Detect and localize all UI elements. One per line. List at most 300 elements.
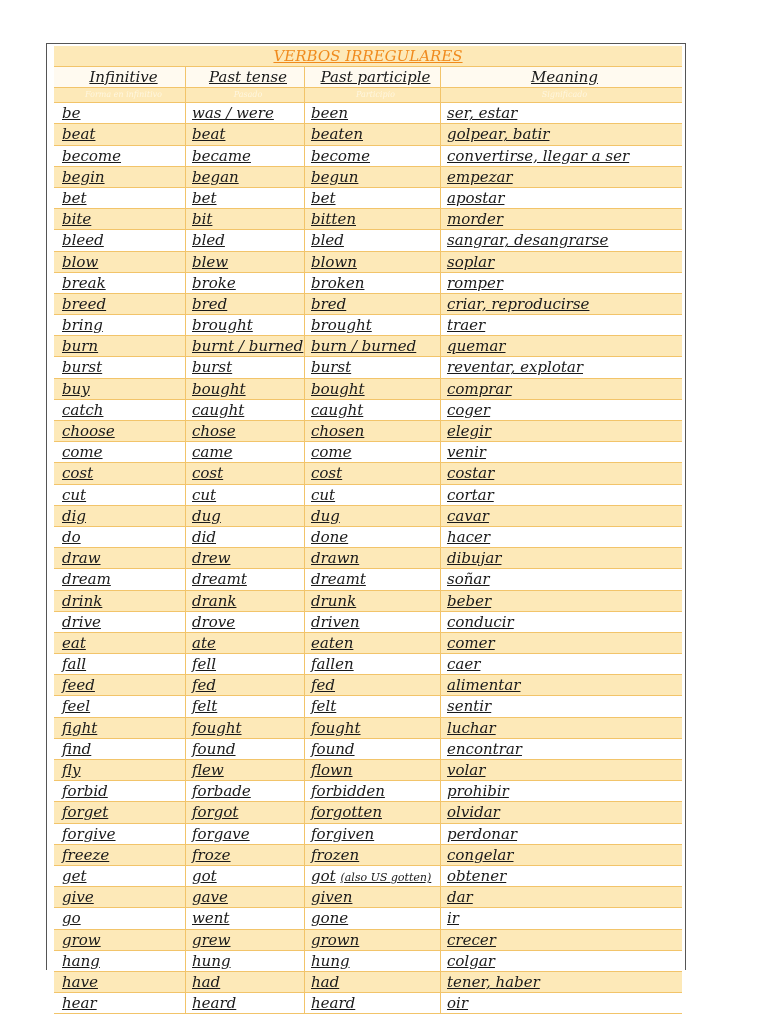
past-participle-text: hung (311, 951, 350, 970)
cell-past-tense (186, 972, 305, 992)
cell-infinitive (54, 675, 186, 695)
cell-meaning (441, 442, 682, 462)
cell-past-participle (305, 993, 441, 1013)
past-participle-text: come (311, 443, 352, 462)
cell-infinitive (54, 781, 186, 801)
cell-past-tense (186, 866, 305, 886)
past-participle-text: cost (311, 464, 343, 483)
subheader-meaning: Significado (541, 90, 588, 100)
document-page (46, 43, 686, 1013)
past-tense-text: felt (192, 697, 218, 716)
cell-past-tense (186, 336, 305, 356)
cell-past-participle (305, 124, 441, 144)
table-row (54, 548, 682, 569)
cell-past-participle (305, 485, 441, 505)
cell-infinitive (54, 930, 186, 950)
past-tense-text: was / were (192, 104, 274, 123)
cell-meaning (441, 972, 682, 992)
table-row (54, 675, 682, 696)
past-tense-text: hung (192, 951, 231, 970)
meaning-text: costar (447, 464, 495, 483)
infinitive-text: choose (62, 422, 115, 440)
cell-meaning (441, 824, 682, 844)
infinitive-text: get (62, 866, 87, 885)
table-row (54, 188, 682, 209)
meaning-text: dar (447, 888, 473, 907)
past-tense-text: went (192, 909, 230, 928)
verb-table (54, 46, 682, 1014)
cell-past-participle (305, 845, 441, 865)
cell-infinitive (54, 951, 186, 971)
meaning-text: comprar (447, 379, 512, 398)
cell-meaning (441, 103, 682, 123)
cell-infinitive (54, 824, 186, 844)
cell-past-tense (186, 696, 305, 716)
cell-past-participle (305, 951, 441, 971)
past-participle-text: bet (311, 188, 336, 207)
past-participle-text: flown (311, 761, 353, 779)
past-participle-text: forgiven (311, 824, 375, 843)
cell-infinitive (54, 167, 186, 187)
cell-past-participle (305, 802, 441, 822)
meaning-text: convertirse, llegar a ser (447, 146, 630, 165)
cell-meaning (441, 993, 682, 1013)
cell-past-participle (305, 442, 441, 462)
past-participle-text: eaten (311, 633, 354, 652)
past-participle-text: found (311, 739, 355, 758)
infinitive-text: breed (62, 294, 107, 313)
meaning-text: criar, reproducirse (447, 294, 590, 313)
meaning-text: obtener (447, 866, 507, 885)
cell-meaning (441, 146, 682, 166)
past-participle-text: burn / burned (311, 337, 417, 356)
cell-infinitive (54, 336, 186, 356)
table-row (54, 930, 682, 951)
meaning-text: encontrar (447, 739, 522, 758)
cell-past-participle (305, 696, 441, 716)
cell-past-tense (186, 167, 305, 187)
cell-past-participle (305, 908, 441, 928)
cell-past-tense (186, 379, 305, 399)
cell-infinitive (54, 845, 186, 865)
infinitive-text: hear (62, 994, 97, 1013)
table-body (54, 103, 682, 1014)
cell-past-tense (186, 802, 305, 822)
infinitive-text: forgive (62, 824, 116, 843)
cell-past-tense (186, 781, 305, 801)
table-row (54, 167, 682, 188)
past-participle-text: driven (311, 612, 360, 631)
table-row (54, 294, 682, 315)
meaning-text: dibujar (447, 549, 502, 568)
cell-infinitive (54, 527, 186, 547)
cell-infinitive (54, 591, 186, 611)
cell-past-tense (186, 273, 305, 293)
past-participle-text: forgotten (311, 803, 382, 822)
meaning-text: volar (447, 761, 486, 779)
infinitive-text: burst (62, 358, 103, 377)
cell-meaning (441, 718, 682, 738)
cell-past-tense (186, 845, 305, 865)
cell-infinitive (54, 400, 186, 420)
cell-meaning (441, 421, 682, 441)
meaning-text: sentir (447, 697, 492, 716)
table-row (54, 654, 682, 675)
infinitive-text: buy (62, 379, 90, 398)
cell-past-participle (305, 760, 441, 780)
infinitive-text: cost (62, 464, 94, 483)
infinitive-text: dig (62, 506, 87, 525)
cell-infinitive (54, 654, 186, 674)
table-row (54, 485, 682, 506)
infinitive-text: bet (62, 188, 87, 207)
table-row (54, 696, 682, 717)
cell-infinitive (54, 315, 186, 335)
table-row (54, 400, 682, 421)
past-tense-text: began (192, 167, 239, 186)
cell-meaning (441, 696, 682, 716)
cell-past-participle (305, 612, 441, 632)
infinitive-text: bite (62, 210, 92, 229)
meaning-text: soplar (447, 252, 495, 271)
cell-infinitive (54, 103, 186, 123)
cell-past-tense (186, 908, 305, 928)
table-row (54, 421, 682, 442)
cell-past-participle (305, 654, 441, 674)
cell-past-tense (186, 188, 305, 208)
meaning-text: elegir (447, 422, 492, 440)
cell-meaning (441, 167, 682, 187)
subheader-past-tense: Pasado (186, 88, 305, 102)
subheader-past-participle: Participio (305, 88, 441, 102)
cell-past-participle (305, 463, 441, 483)
cell-past-tense (186, 760, 305, 780)
infinitive-text: burn (62, 337, 99, 356)
cell-infinitive (54, 273, 186, 293)
past-participle-text: dug (311, 506, 340, 525)
past-tense-text: bought (192, 379, 246, 398)
table-row (54, 972, 682, 993)
cell-infinitive (54, 908, 186, 928)
cell-past-tense (186, 315, 305, 335)
cell-infinitive (54, 612, 186, 632)
cell-past-tense (186, 633, 305, 653)
past-tense-text: forgot (192, 803, 239, 822)
meaning-text: cavar (447, 506, 489, 525)
cell-meaning (441, 400, 682, 420)
table-row (54, 633, 682, 654)
infinitive-text: hang (62, 951, 100, 970)
table-row (54, 739, 682, 760)
past-participle-text: caught (311, 400, 364, 419)
cell-infinitive (54, 379, 186, 399)
cell-infinitive (54, 442, 186, 462)
cell-meaning (441, 294, 682, 314)
header-past-participle: Past participle (305, 67, 441, 87)
meaning-text: romper (447, 273, 504, 292)
meaning-text: tener, haber (447, 972, 540, 991)
cell-past-participle (305, 167, 441, 187)
infinitive-text: beat (62, 125, 96, 144)
cell-meaning (441, 230, 682, 250)
cell-meaning (441, 612, 682, 632)
past-participle-text: frozen (311, 845, 360, 864)
meaning-text: beber (447, 591, 492, 610)
infinitive-text: blow (62, 252, 99, 271)
infinitive-text: bleed (62, 231, 104, 250)
cell-meaning (441, 252, 682, 272)
past-participle-text: fought (311, 718, 361, 737)
cell-past-participle (305, 591, 441, 611)
cell-past-participle (305, 824, 441, 844)
cell-infinitive (54, 802, 186, 822)
meaning-text: ser, estar (447, 104, 518, 123)
past-tense-text: dreamt (192, 570, 247, 589)
infinitive-text: forget (62, 803, 109, 822)
table-row (54, 379, 682, 400)
cell-meaning (441, 930, 682, 950)
past-participle-text: beaten (311, 125, 363, 144)
cell-past-tense (186, 887, 305, 907)
meaning-text: congelar (447, 845, 514, 864)
past-tense-text: drank (192, 591, 237, 610)
past-participle-text: done (311, 527, 349, 546)
cell-meaning (441, 675, 682, 695)
meaning-text: hacer (447, 527, 491, 546)
cell-past-tense (186, 252, 305, 272)
past-tense-text: got (192, 866, 217, 885)
meaning-text: oir (447, 994, 468, 1013)
infinitive-text: cut (62, 485, 87, 504)
table-row (54, 781, 682, 802)
table-row (54, 993, 682, 1014)
past-participle-text: cut (311, 485, 336, 504)
cell-infinitive (54, 696, 186, 716)
cell-meaning (441, 760, 682, 780)
table-row (54, 146, 682, 167)
meaning-text: ir (447, 909, 459, 928)
table-row (54, 209, 682, 230)
cell-past-tense (186, 612, 305, 632)
cell-past-tense (186, 527, 305, 547)
cell-meaning (441, 357, 682, 377)
cell-meaning (441, 527, 682, 547)
cell-meaning (441, 548, 682, 568)
table-row (54, 527, 682, 548)
table-row (54, 908, 682, 929)
meaning-text: venir (447, 443, 486, 462)
header-row (54, 67, 682, 88)
cell-meaning (441, 124, 682, 144)
past-participle-text: bitten (311, 210, 356, 229)
past-participle-text: got (311, 866, 336, 885)
past-tense-text: bred (192, 294, 228, 313)
table-row (54, 230, 682, 251)
past-participle-text: drawn (311, 549, 360, 568)
cell-past-tense (186, 230, 305, 250)
table-row (54, 760, 682, 781)
cell-past-tense (186, 485, 305, 505)
infinitive-text: break (62, 273, 106, 292)
header-infinitive: Infinitive (54, 67, 186, 87)
past-tense-text: forgave (192, 824, 250, 843)
table-row (54, 569, 682, 590)
past-tense-text: cut (192, 485, 217, 504)
past-participle-text: blown (311, 252, 357, 271)
cell-infinitive (54, 146, 186, 166)
meaning-text: morder (447, 210, 504, 229)
table-row (54, 866, 682, 887)
cell-past-tense (186, 993, 305, 1013)
cell-meaning (441, 569, 682, 589)
table-row (54, 591, 682, 612)
cell-past-tense (186, 654, 305, 674)
past-tense-text: drove (192, 612, 236, 631)
cell-meaning (441, 866, 682, 886)
cell-past-participle (305, 103, 441, 123)
infinitive-text: feed (62, 676, 95, 695)
cell-meaning (441, 887, 682, 907)
infinitive-text: eat (62, 633, 86, 652)
infinitive-text: freeze (62, 845, 110, 864)
meaning-text: empezar (447, 167, 513, 186)
cell-past-participle (305, 972, 441, 992)
cell-infinitive (54, 506, 186, 526)
cell-meaning (441, 463, 682, 483)
cell-infinitive (54, 421, 186, 441)
cell-meaning (441, 845, 682, 865)
past-participle-text: had (311, 972, 340, 991)
cell-meaning (441, 188, 682, 208)
past-participle-text: heard (311, 994, 356, 1013)
cell-meaning (441, 739, 682, 759)
cell-infinitive (54, 188, 186, 208)
cell-past-participle (305, 357, 441, 377)
cell-past-tense (186, 146, 305, 166)
infinitive-text: drink (62, 591, 103, 610)
table-row (54, 612, 682, 633)
meaning-text: soñar (447, 570, 490, 589)
meaning-text: traer (447, 316, 486, 335)
cell-past-participle (305, 548, 441, 568)
infinitive-text: go (62, 909, 81, 928)
cell-past-participle (305, 273, 441, 293)
past-participle-text: been (311, 104, 349, 123)
infinitive-text: draw (62, 549, 101, 568)
cell-infinitive (54, 230, 186, 250)
past-tense-text: bit (192, 210, 213, 229)
cell-past-participle (305, 336, 441, 356)
cell-past-tense (186, 294, 305, 314)
past-participle-text: gone (311, 909, 349, 928)
cell-past-participle (305, 146, 441, 166)
table-title: VERBOS IRREGULARES (54, 46, 682, 67)
cell-meaning (441, 315, 682, 335)
table-row (54, 124, 682, 145)
meaning-text: luchar (447, 718, 496, 737)
past-tense-text: beat (192, 125, 226, 144)
infinitive-text: catch (62, 400, 104, 419)
past-participle-text: burst (311, 358, 352, 377)
meaning-text: quemar (447, 337, 506, 356)
cell-infinitive (54, 124, 186, 144)
cell-past-participle (305, 633, 441, 653)
cell-infinitive (54, 463, 186, 483)
past-participle-text: bled (311, 231, 344, 250)
cell-past-tense (186, 739, 305, 759)
cell-past-tense (186, 930, 305, 950)
cell-past-tense (186, 718, 305, 738)
header-meaning: Meaning (531, 68, 598, 86)
infinitive-text: become (62, 146, 122, 165)
past-tense-text: had (192, 972, 221, 991)
infinitive-text: dream (62, 570, 111, 589)
table-row (54, 315, 682, 336)
meaning-text: crecer (447, 930, 496, 949)
infinitive-text: come (62, 443, 103, 462)
cell-infinitive (54, 739, 186, 759)
cell-past-participle (305, 930, 441, 950)
past-tense-text: forbade (192, 782, 251, 801)
cell-past-participle (305, 506, 441, 526)
past-tense-text: caught (192, 400, 245, 419)
cell-meaning (441, 485, 682, 505)
meaning-text: apostar (447, 188, 505, 207)
past-tense-text: fought (192, 718, 242, 737)
cell-infinitive (54, 209, 186, 229)
cell-infinitive (54, 887, 186, 907)
infinitive-text: grow (62, 930, 101, 949)
cell-infinitive (54, 485, 186, 505)
cell-past-tense (186, 421, 305, 441)
meaning-text: cortar (447, 485, 494, 504)
infinitive-text: forbid (62, 782, 108, 801)
cell-past-tense (186, 357, 305, 377)
cell-past-tense (186, 548, 305, 568)
past-participle-text: grown (311, 930, 360, 949)
past-participle-text: dreamt (311, 570, 366, 589)
infinitive-text: drive (62, 612, 101, 631)
cell-infinitive (54, 993, 186, 1013)
past-participle-text: fallen (311, 655, 354, 674)
cell-past-participle (305, 188, 441, 208)
past-tense-text: fed (192, 676, 217, 695)
table-row (54, 463, 682, 484)
cell-meaning (441, 951, 682, 971)
cell-past-tense (186, 209, 305, 229)
infinitive-text: do (62, 527, 81, 546)
meaning-text: olvidar (447, 803, 500, 822)
past-tense-text: ate (192, 633, 216, 652)
meaning-text: perdonar (447, 824, 518, 843)
cell-infinitive (54, 569, 186, 589)
past-participle-text: drunk (311, 591, 357, 610)
cell-past-tense (186, 824, 305, 844)
cell-meaning (441, 802, 682, 822)
past-participle-text: brought (311, 316, 372, 335)
cell-infinitive (54, 760, 186, 780)
cell-meaning (441, 506, 682, 526)
usage-note: (also US gotten) (340, 870, 432, 884)
past-tense-text: flew (192, 761, 224, 779)
cell-past-tense (186, 400, 305, 420)
meaning-text: comer (447, 633, 495, 652)
table-row (54, 718, 682, 739)
past-tense-text: became (192, 146, 251, 165)
cell-past-participle (305, 675, 441, 695)
meaning-text: sangrar, desangrarse (447, 231, 609, 250)
meaning-text: conducir (447, 612, 514, 631)
